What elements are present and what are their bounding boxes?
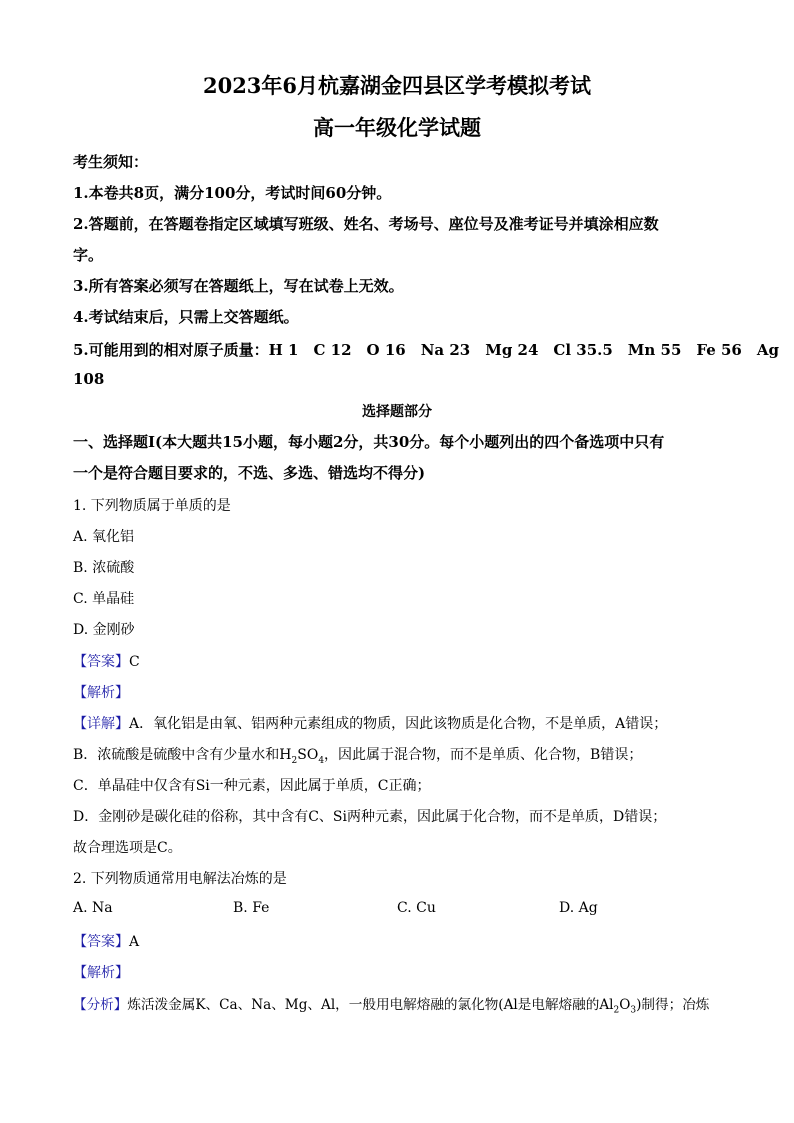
answer-value: C [129, 654, 140, 670]
section-heading: 选择题部分 [362, 404, 432, 420]
notice-item: 字。 [73, 246, 104, 264]
analysis-label-text: 【解析】 [73, 965, 129, 981]
analysis-label [73, 682, 129, 702]
fenxi-line [73, 993, 709, 1016]
detail-b-pre: B．浓硫酸是硫酸中含有少量水和H [73, 747, 292, 763]
detail-b [73, 744, 642, 766]
analysis-label-text: 【解析】 [73, 685, 129, 701]
detail-b-post: ，因此属于混合物，而不是单质、化合物，B错误； [324, 747, 643, 763]
fenxi-label: 【分析】 [73, 997, 128, 1013]
answer-value: A [129, 934, 140, 950]
notice-item: 3.所有答案必须写在答题纸上，写在试卷上无效。 [73, 277, 404, 295]
option-b: B. 浓硫酸 [73, 560, 135, 576]
option-c: C. Cu [397, 900, 436, 916]
option-a: A. Na [73, 900, 113, 916]
option-b: B. Fe [233, 900, 270, 916]
detail-d: D．金刚砂是碳化硅的俗称，其中含有C、Si两种元素，因此属于化合物，而不是单质，D错误； [73, 809, 667, 825]
conclusion: 故合理选项是C。 [73, 840, 182, 856]
option-d: D. 金刚砂 [73, 622, 135, 638]
notice-heading: 考生须知： [73, 153, 149, 171]
option-c: C. 单晶硅 [73, 591, 135, 607]
section-instructions: 一、选择题I(本大题共15小题，每小题2分，共30分。每个小题列出的四个备选项中只有 [73, 433, 665, 451]
detail-b-sub2: 4 [318, 755, 325, 766]
options-row [73, 900, 723, 920]
detail-b-sub1: 2 [291, 755, 298, 766]
answer-label: 【答案】 [73, 654, 129, 670]
answer-line [73, 931, 139, 951]
detail-label: 【详解】 [73, 716, 129, 732]
detail-c: C．单晶硅中仅含有Si一种元素，因此属于单质，C正确； [73, 778, 431, 794]
notice-item: 108 [73, 370, 105, 388]
fenxi-sub1: 2 [613, 1005, 620, 1016]
notice-item: 2.答题前，在答题卷指定区域填写班级、姓名、考场号、座位号及准考证号并填涂相应数 [73, 215, 659, 233]
question-stem: 2. 下列物质通常用电解法冶炼的是 [73, 871, 287, 887]
fenxi-mid: O [619, 997, 631, 1013]
fenxi-post: )制得；冶炼 [636, 997, 710, 1013]
option-d: D. Ag [559, 900, 598, 916]
answer-label: 【答案】 [73, 934, 129, 950]
exam-title: 2023年6月杭嘉湖金四县区学考模拟考试 [202, 73, 592, 98]
notice-item: 5.可能用到的相对原子质量：H 1 C 12 O 16 Na 23 Mg 24 Cl 35.5 Mn 55 Fe 56 Ag [73, 341, 779, 359]
exam-subtitle: 高一年级化学试题 [313, 115, 481, 140]
fenxi-sub2: 3 [630, 1005, 637, 1016]
section-instructions: 一个是符合题目要求的，不选、多选、错选均不得分) [73, 464, 426, 482]
detail-a [73, 713, 667, 733]
option-a: A. 氧化铝 [73, 529, 135, 545]
question-stem: 1. 下列物质属于单质的是 [73, 498, 231, 514]
detail-b-mid: SO [297, 747, 319, 763]
detail-a-text: A．氧化铝是由氧、铝两种元素组成的物质，因此该物质是化合物，不是单质，A错误； [129, 716, 668, 732]
fenxi-pre: 炼活泼金属K、Ca、Na、Mg、Al，一般用电解熔融的氯化物(Al是电解熔融的Al [127, 997, 614, 1013]
analysis-label [73, 962, 129, 982]
answer-line [73, 651, 140, 671]
notice-item: 1.本卷共8页，满分100分，考试时间60分钟。 [73, 184, 392, 202]
notice-item: 4.考试结束后，只需上交答题纸。 [73, 308, 299, 326]
